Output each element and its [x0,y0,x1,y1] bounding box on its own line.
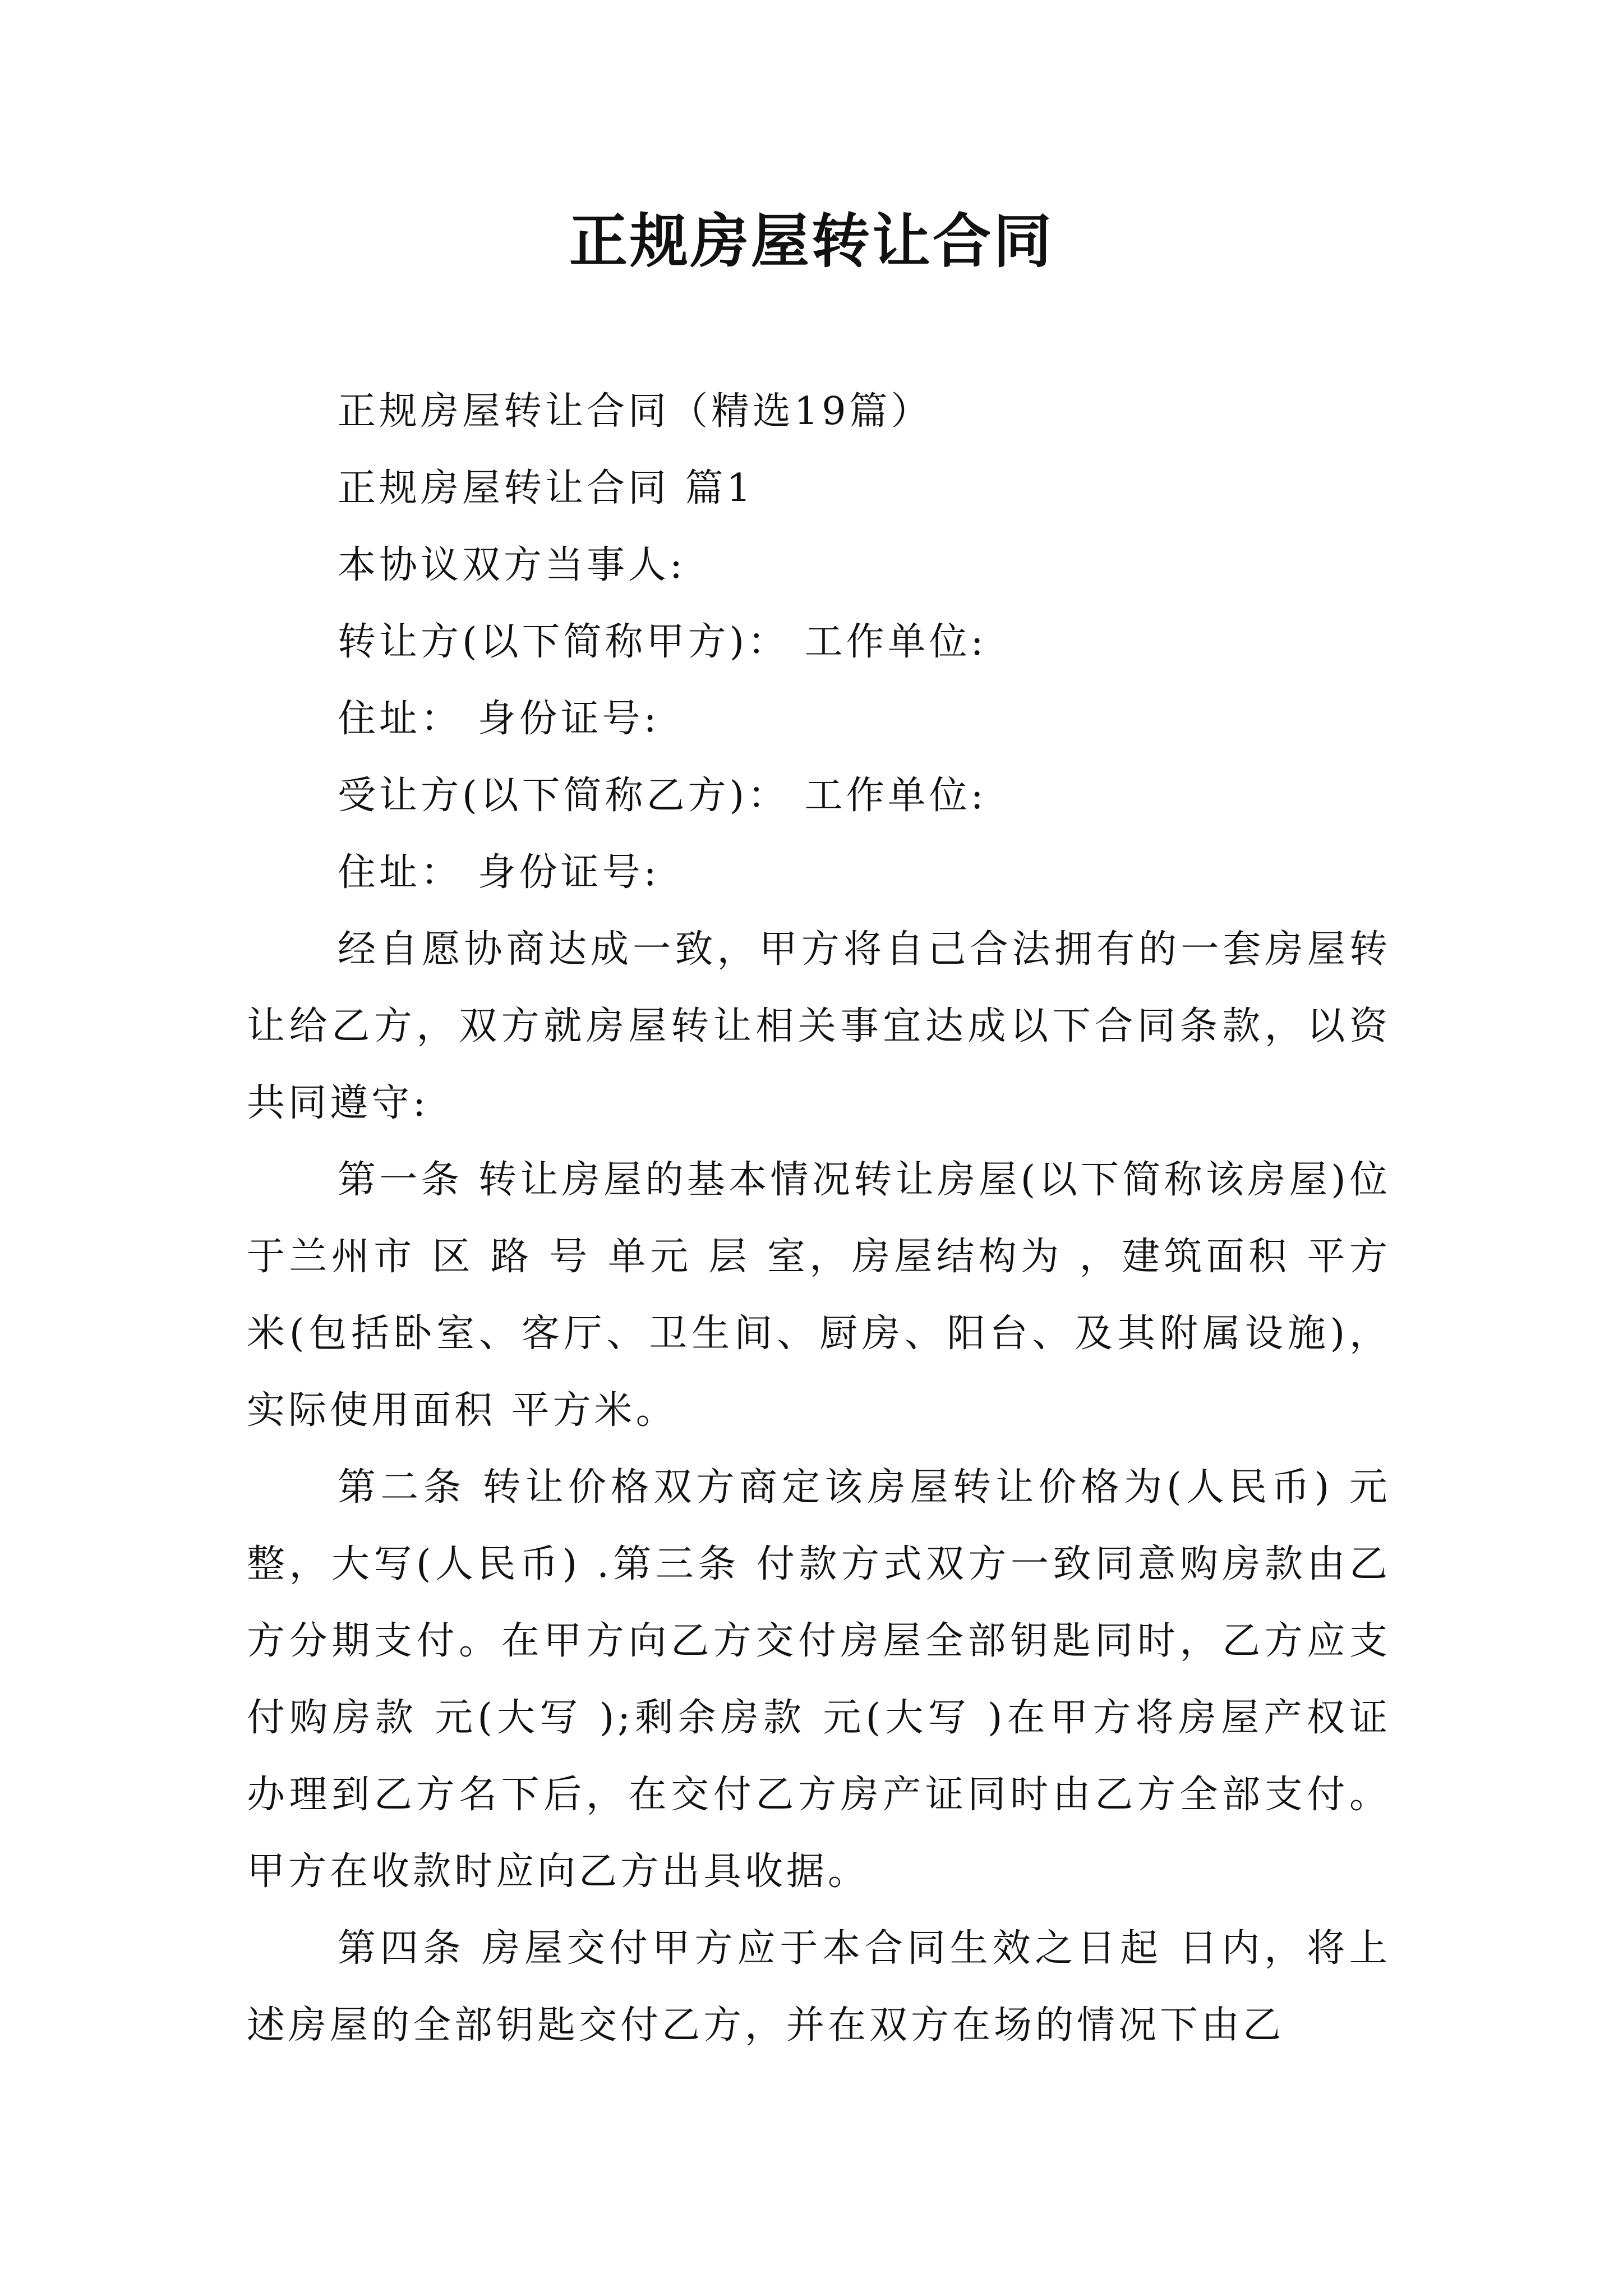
party-b-address-line: 住址： 身份证号: [338,850,660,895]
preamble-paragraph: 经自愿协商达成一致，甲方将自己合法拥有的一套房屋转让给乙方，双方就房屋转让相关事宜达成以下合同条款，以资共同遵守: [247,927,1391,1125]
party-a-address-line: 住址： 身份证号: [338,697,660,741]
article-2-3-paragraph: 第二条 转让价格双方商定该房屋转让价格为(人民币) 元整，大写(人民币) .第三条 付款方式双方一致同意购房款由乙方分期支付。在甲方向乙方交付房屋全部钥匙同时，乙方应支付购房款 元(大写 );剩余房款 元(大写 )在甲方将房屋产权证办理到乙方名下后，在交付乙方房产证同时由乙方全部支付。甲方在收款时应向乙方出具收据。 [247,1465,1391,1894]
article-1-paragraph: 第一条 转让房屋的基本情况转让房屋(以下简称该房屋)位于兰州市 区 路 号 单元 层 室，房屋结构为 ，建筑面积 平方米(包括卧室、客厅、卫生间、厨房、阳台、及其附属设施)，实际使用面积 平方米。 [247,1158,1391,1433]
document-title: 正规房屋转让合同 [569,206,1054,275]
subtitle-paragraph: 正规房屋转让合同（精选19篇） [338,389,933,434]
article-4-paragraph: 第四条 房屋交付甲方应于本合同生效之日起 日内，将上述房屋的全部钥匙交付乙方，并在双方在场的情况下由乙 [247,1926,1391,2047]
parties-intro: 本协议双方当事人: [338,543,686,587]
section-heading: 正规房屋转让合同 篇1 [338,466,754,510]
party-b-line: 受让方(以下简称乙方)： 工作单位: [338,774,987,818]
party-a-line: 转让方(以下简称甲方)： 工作单位: [338,620,987,664]
document-body [247,373,1391,2064]
